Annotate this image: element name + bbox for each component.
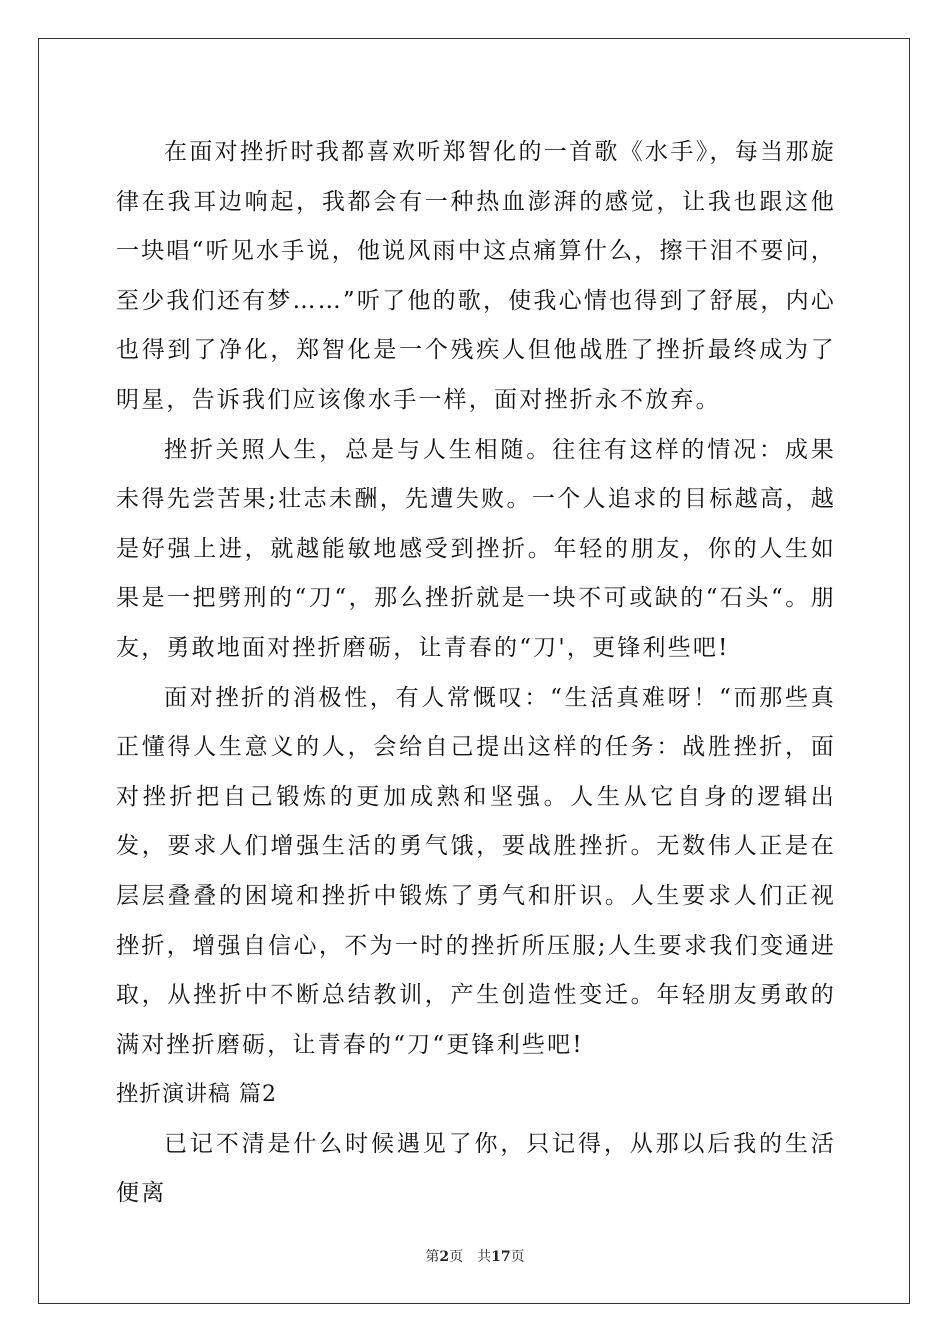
page-prefix: 第: [425, 1249, 440, 1265]
page-total: 17: [491, 1249, 511, 1265]
total-prefix: 共: [477, 1249, 492, 1265]
total-unit: 页: [510, 1249, 525, 1265]
paragraph-4: 已记不清是什么时候遇见了你，只记得，从那以后我的生活便离: [116, 1130, 836, 1207]
page-current: 2: [439, 1249, 450, 1265]
paragraph-3: 面对挫折的消极性，有人常慨叹：“生活真难呀！“而那些真正懂得人生意义的人，会给自己提出这样的任务：战胜挫折，面对挫折把自己锻炼的更加成熟和坚强。人生从它自身的逻辑出发，要求人们增强生活的勇气饿，要战胜挫折。无数伟人正是在层层叠叠的困境和挫折中锻炼了勇气和肝识。人生要求人们正视挫折，增强自信心，不为一时的挫折所压服;人生要求我们变通进取，从挫折中不断总结教训，产生创造性变迁。年轻朋友勇敢的满对挫折磨砺，让青春的“刀“更锋利些吧!: [116, 684, 836, 1058]
page-unit: 页: [449, 1249, 464, 1265]
document-body: [116, 128, 836, 1219]
paragraph-2: 挫折关照人生，总是与人生相随。往往有这样的情况：成果未得先尝苦果;壮志未酬，先遭失败。一个人追求的目标越高，越是好强上进，就越能敏地感受到挫折。年轻的朋友，你的人生如果是一把劈刑的“刀“，那么挫折就是一块不可或缺的“石头“。朋友，勇敢地面对挫折磨砺，让青春的“刀'，更锋利些吧!: [116, 436, 836, 661]
section-heading: 挫折演讲稿 篇2: [116, 1082, 277, 1108]
page-footer: [0, 1246, 950, 1266]
paragraph-1: 在面对挫折时我都喜欢听郑智化的一首歌《水手》，每当那旋律在我耳边响起，我都会有一种热血澎湃的感觉，让我也跟这他一块唱“听见水手说，他说风雨中这点痛算什么，擦干泪不要问，至少我们还有梦……”听了他的歌，使我心情也得到了舒展，内心也得到了净化，郑智化是一个残疾人但他战胜了挫折最终成为了明星，告诉我们应该像水手一样，面对挫折永不放弃。: [116, 139, 836, 413]
